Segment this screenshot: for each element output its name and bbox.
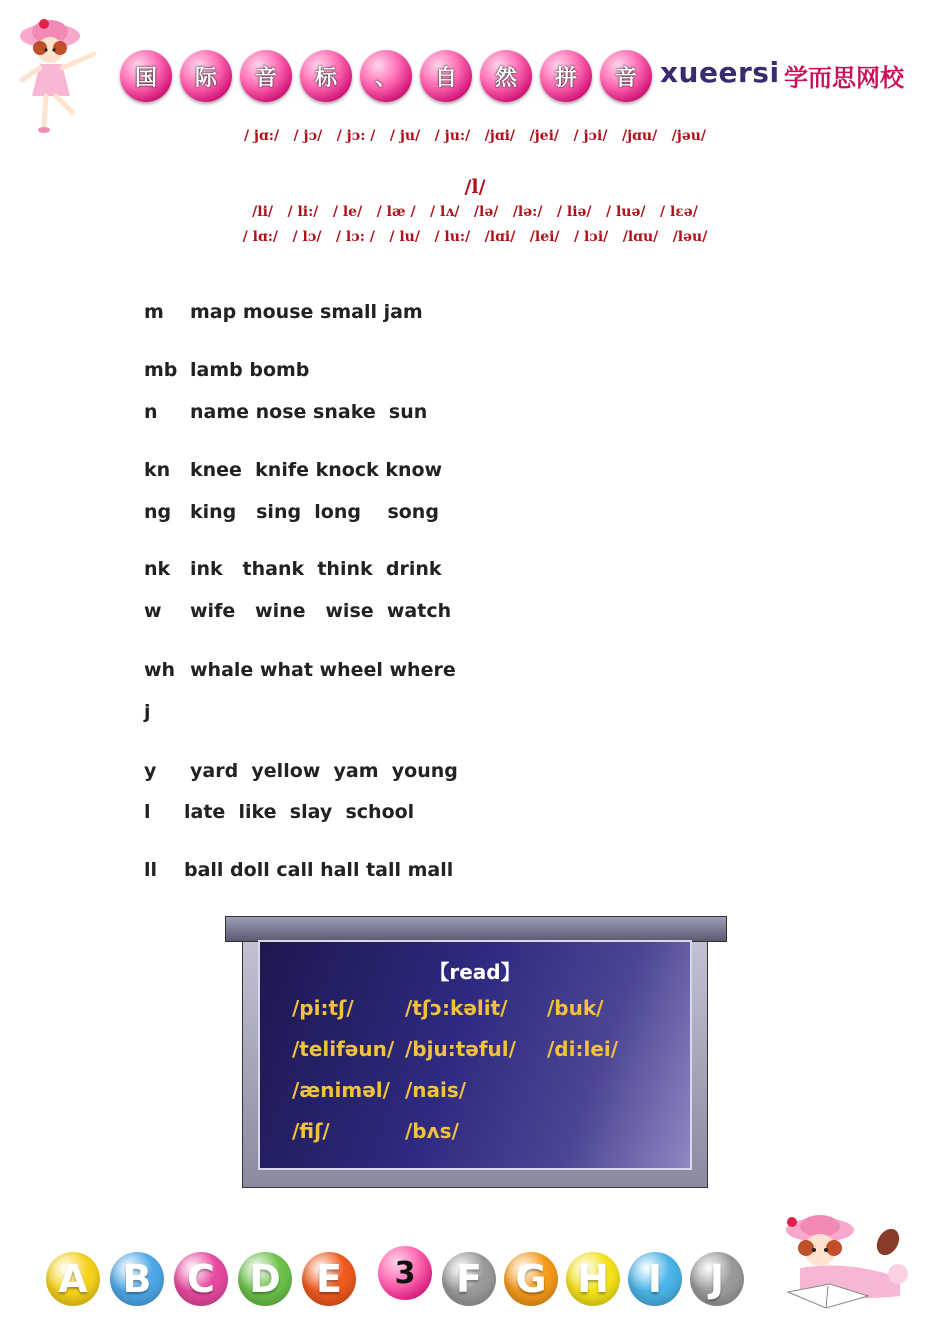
board-word: /telifəun/ [292, 1037, 395, 1061]
title-char: 音 [600, 50, 652, 102]
phonics-row-nk [144, 558, 442, 580]
title-char: 音 [240, 50, 292, 102]
row-words: king sing long song [190, 501, 439, 523]
brand-logo-text: xueersi [660, 56, 780, 89]
phonics-row-j [144, 701, 190, 723]
phonetic-item: /lɑu/ [622, 229, 659, 245]
page-number: 3 [378, 1246, 432, 1300]
phonetic-item: / li:/ [287, 204, 319, 220]
row-key: w [144, 600, 162, 622]
phonetic-item: / lu:/ [434, 229, 471, 245]
row-key: mb [144, 359, 178, 381]
phonics-row-n [144, 401, 427, 423]
phonics-row-wh [144, 659, 456, 681]
alphabet-letter-j: J [690, 1252, 744, 1306]
phonetic-item: / lu/ [389, 229, 420, 245]
phonetic-item: /jɑu/ [621, 128, 658, 144]
phonics-row-l [144, 801, 414, 823]
phonics-row-m [144, 301, 423, 323]
strawberry-girl-illustration [10, 14, 110, 136]
row-key: wh [144, 659, 176, 681]
alphabet-letter-c: C [174, 1252, 228, 1306]
phonics-row-w [144, 600, 451, 622]
phonetic-item: /lei/ [529, 229, 560, 245]
phonetic-item: /lə:/ [512, 204, 543, 220]
phonetic-item: / lɔi/ [574, 229, 609, 245]
row-words: name nose snake sun [190, 401, 428, 423]
phonetic-item: / jɔi/ [573, 128, 608, 144]
title-char: 国 [120, 50, 172, 102]
phonetic-item: / jɔ/ [293, 128, 323, 144]
alphabet-letter-a: A [46, 1252, 100, 1306]
title-char: 际 [180, 50, 232, 102]
row-words: ball doll call hall tall mall [184, 859, 454, 881]
row-words: knee knife knock know [190, 459, 443, 481]
row-key: ll [144, 859, 158, 881]
phonetic-heading-l: /l/ [464, 176, 486, 198]
row-key: y [144, 760, 157, 782]
phonics-row-mb [144, 359, 309, 381]
brand-cn-text: 学而思网校 [784, 64, 904, 92]
phonetic-item: /li/ [252, 204, 274, 220]
row-words: wife wine wise watch [190, 600, 452, 622]
phonetic-item: / læ / [376, 204, 416, 220]
row-words: lamb bomb [190, 359, 310, 381]
title-char: 、 [360, 50, 412, 102]
title-char: 拼 [540, 50, 592, 102]
phonetic-item: /lə/ [473, 204, 499, 220]
phonetic-item: / lɛə/ [659, 204, 698, 220]
phonetic-item: / jɑ:/ [243, 128, 280, 144]
phonics-row-kn [144, 459, 442, 481]
board-word: /bju:təful/ [405, 1037, 516, 1061]
row-key: j [144, 701, 151, 723]
row-words: yard yellow yam young [190, 760, 458, 782]
phonics-row-ng [144, 501, 439, 523]
row-words: ink thank think drink [190, 558, 442, 580]
phonetic-item: / lɑ:/ [242, 229, 279, 245]
board-top-ledge [225, 916, 727, 942]
row-key: n [144, 401, 158, 423]
title-char: 自 [420, 50, 472, 102]
board-word: /ænimәl/ [292, 1078, 390, 1102]
phonetic-item: / jɔ: / [336, 128, 376, 144]
phonics-row-ll [144, 859, 453, 881]
alphabet-letter-d: D [238, 1252, 292, 1306]
read-board [258, 940, 692, 1170]
phonetic-item: / ju/ [389, 128, 421, 144]
row-words: late like slay school [184, 801, 415, 823]
title-char: 然 [480, 50, 532, 102]
row-words: map mouse small jam [190, 301, 423, 323]
alphabet-letter-e: E [302, 1252, 356, 1306]
phonetic-line-l-1 [0, 204, 950, 220]
phonetic-item: / ju:/ [434, 128, 471, 144]
board-word: /buk/ [547, 996, 604, 1020]
alphabet-letter-h: H [566, 1252, 620, 1306]
board-word: /fiʃ/ [292, 1119, 330, 1143]
phonetic-line-j [0, 128, 950, 144]
alphabet-letter-f: F [442, 1252, 496, 1306]
phonetic-item: /jəu/ [671, 128, 707, 144]
row-key: l [144, 801, 151, 823]
board-word: /pi:tʃ/ [292, 996, 354, 1020]
phonetic-item: / liə/ [556, 204, 592, 220]
alphabet-letter-i: I [628, 1252, 682, 1306]
title-bar [120, 50, 652, 102]
phonetic-line-l-2 [0, 229, 950, 245]
board-word: /nais/ [405, 1078, 467, 1102]
title-char: 标 [300, 50, 352, 102]
phonetic-item: / lɔ: / [335, 229, 375, 245]
board-word: /di:lei/ [547, 1037, 619, 1061]
row-key: m [144, 301, 164, 323]
phonics-row-y [144, 760, 458, 782]
phonetic-item: /jei/ [529, 128, 560, 144]
phonetic-item: /lɑi/ [484, 229, 516, 245]
phonetic-item: / luə/ [606, 204, 646, 220]
row-words: whale what wheel where [190, 659, 456, 681]
reading-girl-illustration [770, 1212, 920, 1316]
phonetic-item: /ləu/ [672, 229, 708, 245]
phonetic-item: / le/ [332, 204, 363, 220]
row-key: ng [144, 501, 172, 523]
board-word: /tʃɔ:kəlit/ [405, 996, 508, 1020]
phonetic-item: /jɑi/ [484, 128, 516, 144]
alphabet-letter-b: B [110, 1252, 164, 1306]
phonetic-item: / lʌ/ [430, 204, 460, 220]
alphabet-letter-g: G [504, 1252, 558, 1306]
phonetic-item: / lɔ/ [292, 229, 322, 245]
row-key: kn [144, 459, 171, 481]
board-title: 【read】 [429, 960, 521, 984]
board-word: /bʌs/ [405, 1119, 459, 1143]
row-key: nk [144, 558, 171, 580]
